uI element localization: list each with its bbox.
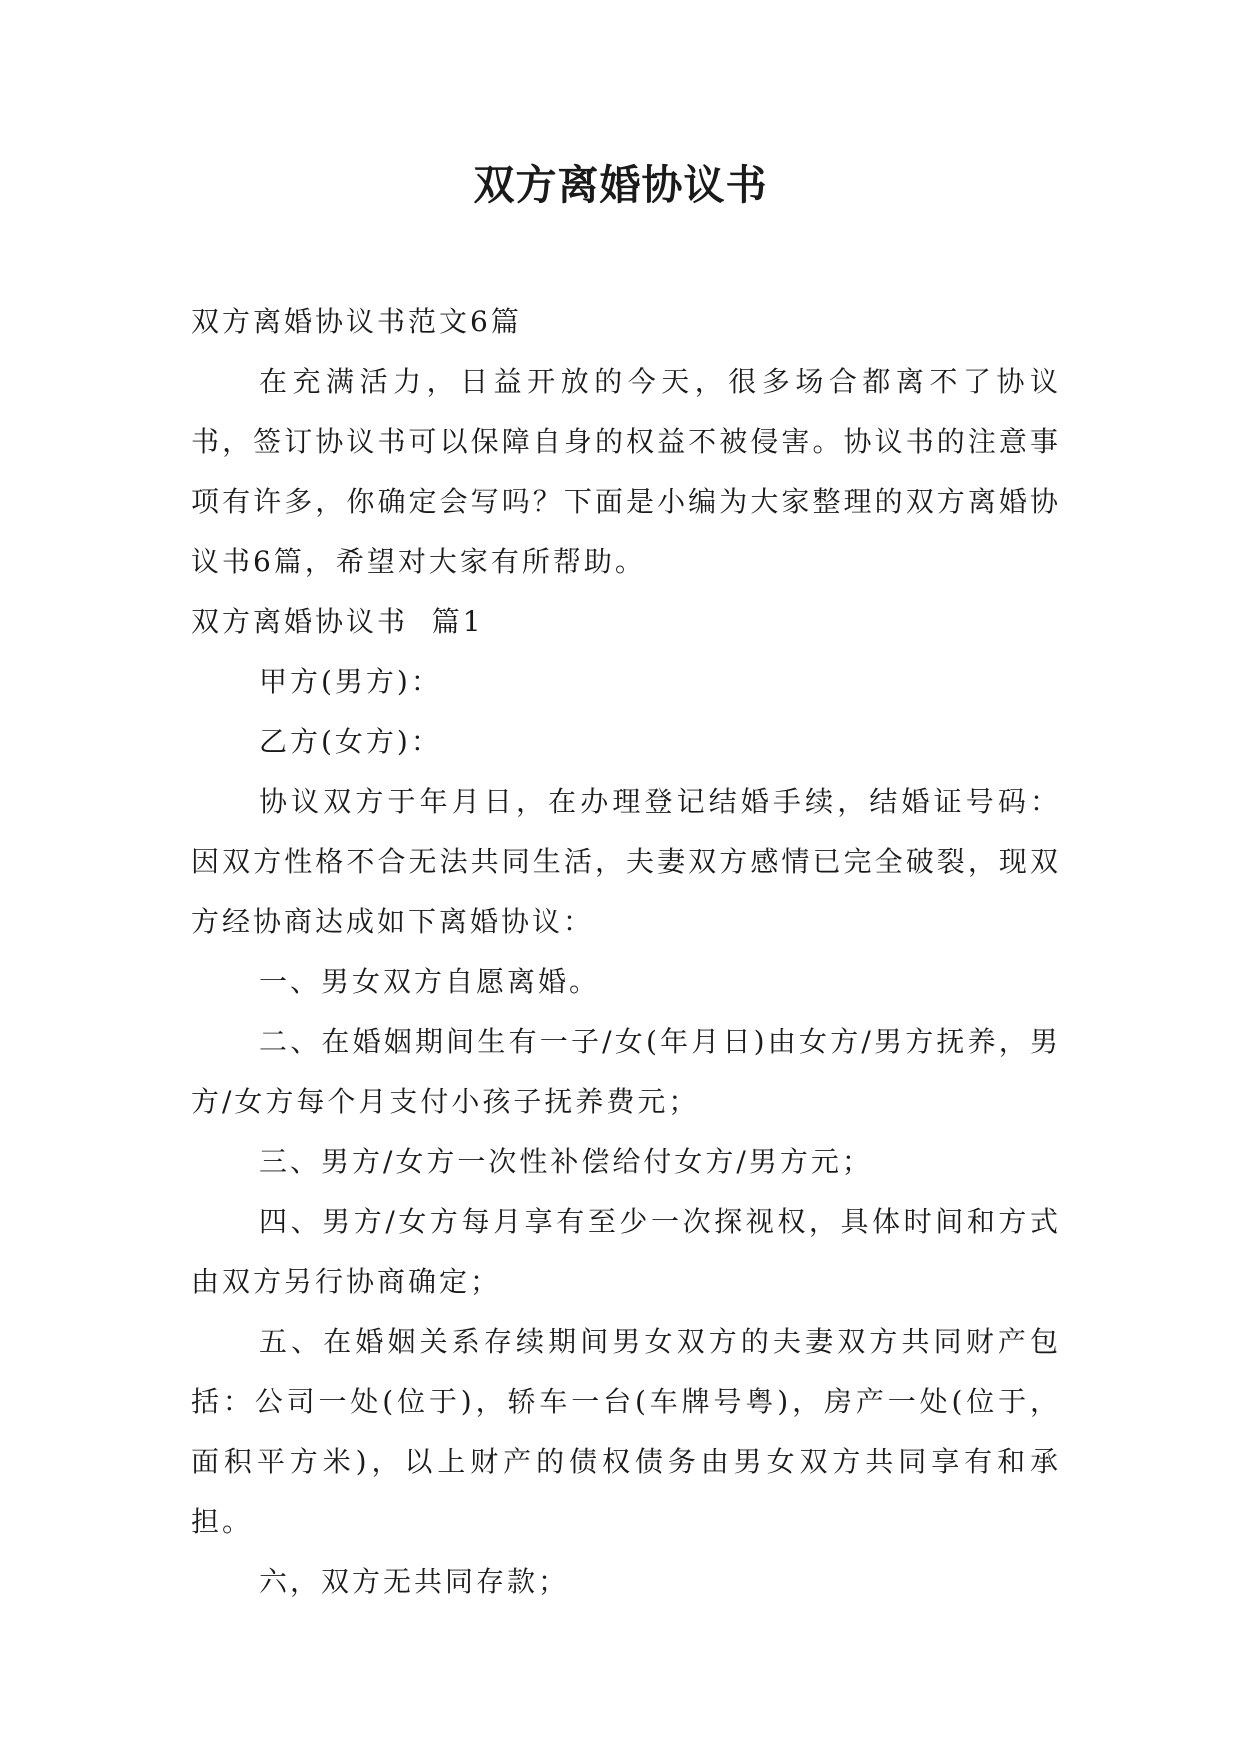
clause-item: 二、在婚姻期间生有一子/女(年月日)由女方/男方抚养，男方/女方每个月支付小孩子抚养费元； <box>191 1025 1061 1118</box>
clause-item: 三、男方/女方一次性补偿给付女方/男方元； <box>259 1145 873 1178</box>
clause-item: 一、男女双方自愿离婚。 <box>259 965 601 998</box>
party-a-line: 甲方(男方)： <box>259 665 442 698</box>
clause-item: 四、男方/女方每月享有至少一次探视权，具体时间和方式由双方另行协商确定； <box>191 1205 1061 1298</box>
party-b-line: 乙方(女方)： <box>259 725 442 758</box>
intro-paragraph: 在充满活力，日益开放的今天，很多场合都离不了协议书，签订协议书可以保障自身的权益不被侵害。协议书的注意事项有许多，你确定会写吗？下面是小编为大家整理的双方离婚协议书6篇，希望对大家有所帮助。 <box>191 365 1061 578</box>
preamble-paragraph: 协议双方于年月日，在办理登记结婚手续，结婚证号码：因双方性格不合无法共同生活，夫妻双方感情已完全破裂，现双方经协商达成如下离婚协议： <box>191 785 1061 938</box>
document-body <box>191 292 1061 1612</box>
clause-item: 五、在婚姻关系存续期间男女双方的夫妻双方共同财产包括：公司一处(位于)，轿车一台(车牌号粤)，房产一处(位于，面积平方米)，以上财产的债权债务由男女双方共同享有和承担。 <box>191 1325 1061 1538</box>
document-title: 双方离婚协议书 <box>473 161 768 209</box>
section-heading: 双方离婚协议书 篇1 <box>191 605 484 638</box>
document-subtitle: 双方离婚协议书范文6篇 <box>191 305 522 338</box>
clause-item: 六，双方无共同存款； <box>259 1565 570 1598</box>
